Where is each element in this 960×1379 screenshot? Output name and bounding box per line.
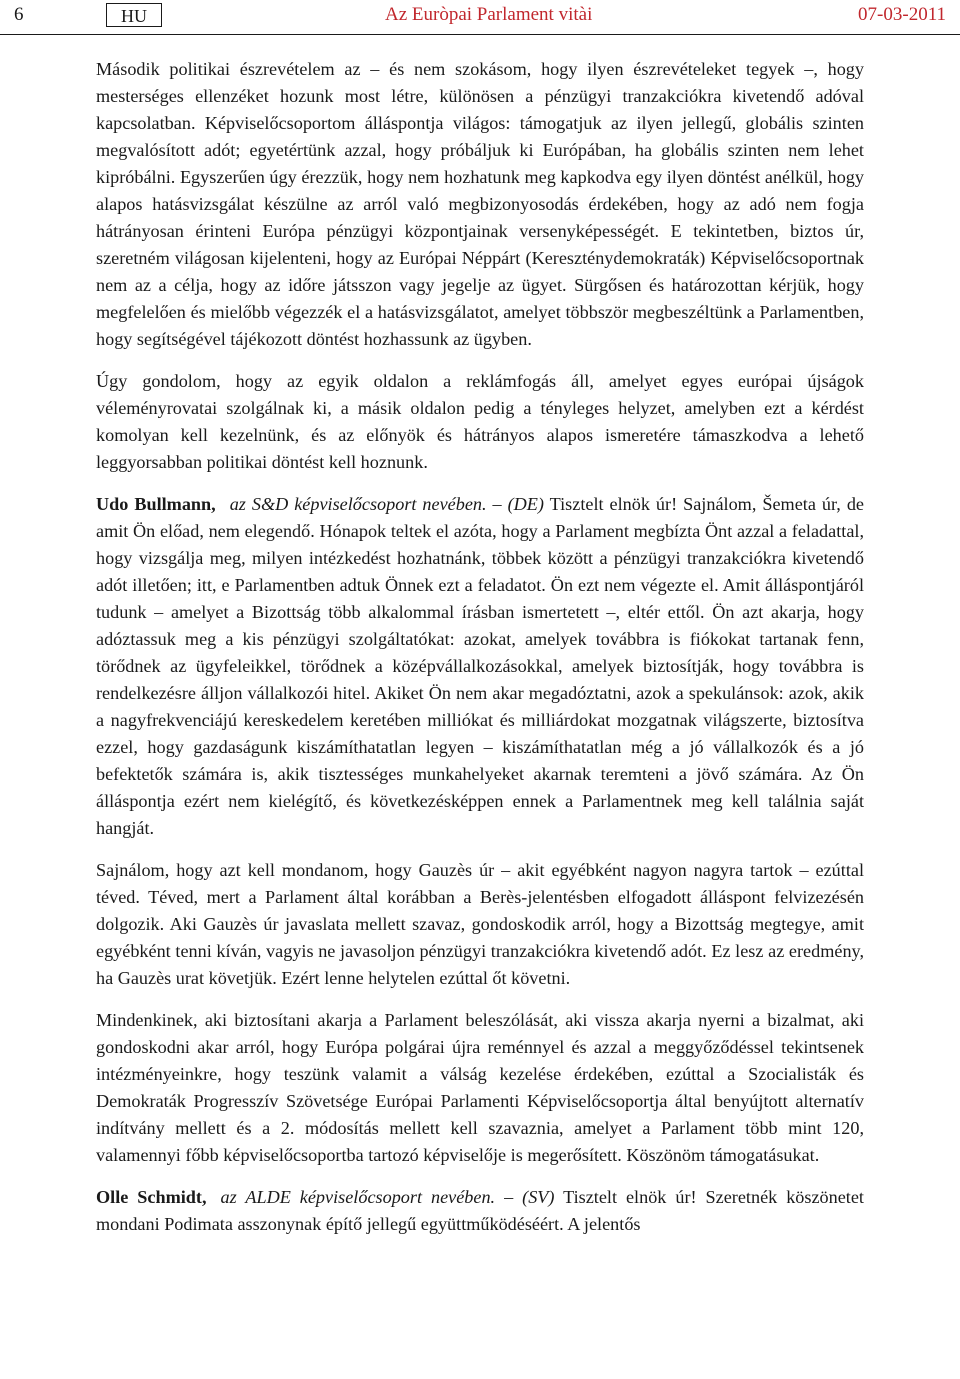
language-code-badge: HU [106, 3, 162, 27]
page-header [0, 0, 960, 35]
speech-schmidt [96, 1184, 864, 1238]
speaker-role: az S&D képviselőcsoport nevében. – (DE) [229, 494, 544, 514]
paragraph-2: Úgy gondolom, hogy az egyik oldalon a reklámfogás áll, amelyet egyes európai újságok véleményrovatai szolgálnak ki, a másik oldalon pedig a tényleges helyzet, amelyben ezt a kérdést komolyan kell kezelnünk, és az előnyök és hátrányos alapos ismeretére támaszkodva a lehető leggyorsabban politikai döntést kell hoznunk. [96, 371, 864, 472]
paragraph-5: Mindenkinek, aki biztosítani akarja a Parlament beleszólását, aki vissza akarja nyerni a bizalmat, aki gondoskodni akar arról, hogy Európa polgárai újra reménnyel és azzal a meggyőződéssel tekintsenek intézményeinkre, hogy teszünk valamit a válság kezelése érdekében, ezúttal a Szocialisták és Demokraták Progresszív Szövetsége Európai Parlamenti Képviselőcsoportja által benyújtott alternatív indítvány mellett és a 2. módosítás mellett kell szavaznia, amelyet a Parlament több mint 120, valamennyi főbb képviselőcsoportba tartozó képviselője is megerősített. Köszönöm támogatásukat. [96, 1010, 864, 1165]
speech-bullmann [96, 491, 864, 842]
speech-text: Tisztelt elnök úr! Sajnálom, Šemeta úr, de amit Ön előad, nem elegendő. Hónapok teltek el azóta, hogy a Parlament megbízta Önt azzal a feladattal, hogy vizsgálja meg, milyen intézkedést hozhatnánk, többek között a pénzügyi tranzakciókra kivetendő adót illetően; itt, e Parlamentben adtuk Önnek ezt a feladatot. Ön ezt nem végezte el. Amit álláspontjáról tudunk – amelyet a Bizottság több alkalommal írásban ismertetett –, eltér ettől. Ön azt akarja, hogy adóztassuk meg a kis pénzügyi szolgáltatókat: azokat, amelyek továbbra is fiókokat tartanak fenn, törődnek az ügyfeleikkel, törődnek a középvállalkozásokkal, amelyek biztosítják, hogy továbbra is rendelkezésre álljon vállalkozói hitel. Akiket Ön nem akar megadóztatni, azok a spekulánsok: azok, akik a nagyfrekvenciájú kereskedelem keretében milliókat és milliárdokat mozgatnak világszerte, biztosítva ezzel, hogy gazdaságunk kiszámíthatatlan legyen – kiszámíthatatlan még a jó vállalkozók és a jó befektetők számára is, akik tisztességes munkahelyeket akarnak teremteni a jövő számára. Az Ön álláspontja ezért nem kielégítő, és következésképpen ennek a Parlamentnek meg kell találnia saját hangját. [96, 494, 864, 838]
speaker-role: az ALDE képviselőcsoport nevében. – (SV) [220, 1187, 555, 1207]
document-body [96, 56, 864, 1253]
speech-text: Tisztelt elnök úr! Szeretnék köszönetet mondani Podimata asszonynak építő jellegű együttműködéséért. A jelentős [96, 1187, 864, 1234]
speaker-name: Olle Schmidt, [96, 1187, 207, 1207]
paragraph-4: Sajnálom, hogy azt kell mondanom, hogy Gauzès úr – akit egyébként nagyon nagyra tartok – ezúttal téved. Téved, mert a Parlament által korábban a Berès-jelentésben elfogadott álláspont felvizezésén dolgozik. Aki Gauzès úr javaslata mellett szavaz, gondoskodik arról, hogy a Bizottság megtegye, amit egyébként tenni kíván, vagyis ne javasoljon pénzügyi tranzakciókra kivetendő adót. Ez lesz az eredmény, ha Gauzès urat követjük. Ezért lenne helytelen ezúttal őt követni. [96, 860, 864, 988]
page-number: 6 [14, 4, 24, 25]
document-title: Az Euròpai Parlament vitài [385, 4, 593, 25]
document-date: 07-03-2011 [858, 4, 946, 25]
paragraph-1: Második politikai észrevételem az – és nem szokásom, hogy ilyen észrevételeket tegyek –, hogy mesterséges ellenzéket hozunk most létre, különösen a pénzügyi tranzakciókra kivetendő adóval kapcsolatban. Képviselőcsoportom álláspontja világos: támogatjuk az ilyen jellegű, globális szinten megvalósított adót; egyetértünk azzal, hogy próbáljuk ki Európában, ha globális szinten nem lehet kipróbálni. Egyszerűen úgy érezzük, hogy nem hozhatunk meg kapkodva egy ilyen döntést anélkül, hogy alapos hatásvizsgálat készülne az arról való megbizonyosodás érdekében, hogy az adó nem fogja hátrányosan érinteni Európa pénzügyi központjainak versenyképességét. E tekintetben, biztos úr, szeretném világosan kijelenteni, hogy az Európai Néppárt (Kereszténydemokraták) Képviselőcsoportnak nem az a célja, hogy az időre játsszon vagy jegelje az ügyet. Sürgősen és határozottan kérjük, hogy megfelelően és mielőbb végezzék el a hatásvizsgálatot, amelyet többször megbeszéltünk a Parlamentben, hogy segítségével tájékozott döntést hozhassunk az ügyben. [96, 59, 864, 349]
speaker-name: Udo Bullmann, [96, 494, 216, 514]
